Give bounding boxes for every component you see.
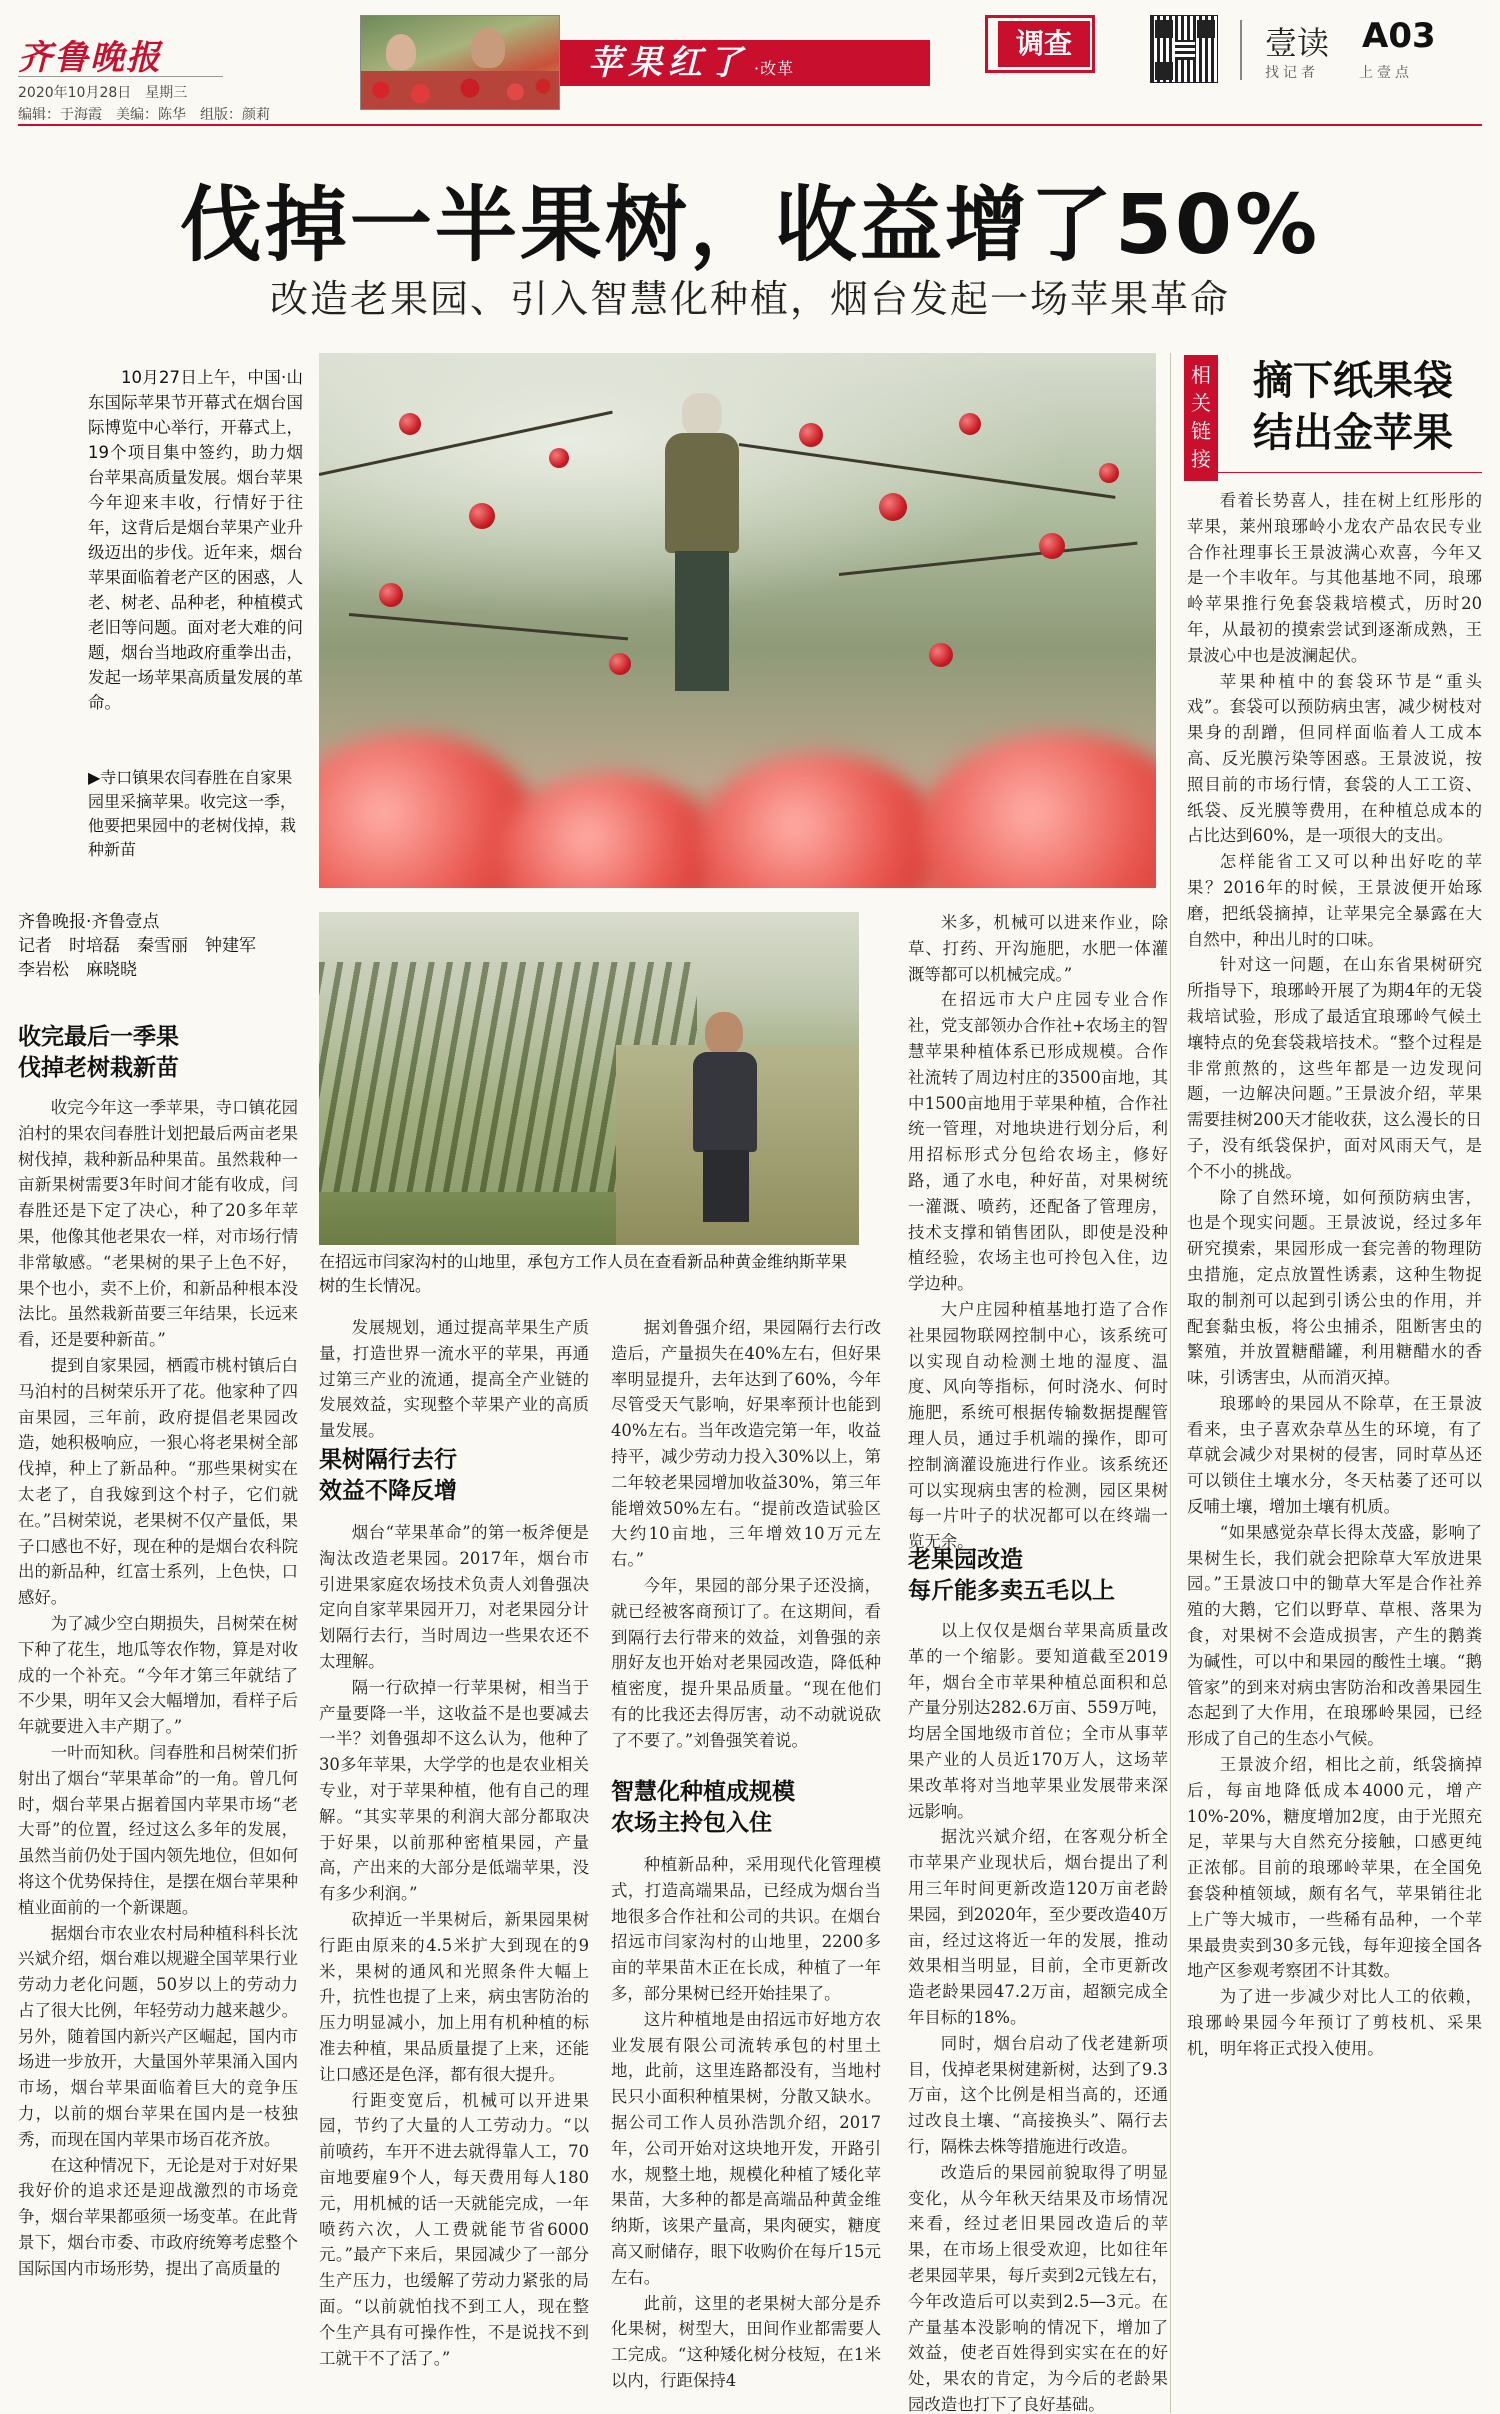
editors-line: 编辑：于海霞 美编：陈华 组版：颜莉 bbox=[18, 107, 270, 123]
article-paragraph: 据沈兴斌介绍，在客观分析全市苹果产业现状后，烟台提出了利用三年时间更新改造120万亩老龄果园，到2020年，至少要改造40万亩，经过这将近一年的发展，推动效果相当明显，目前，全市更新改造老龄果园47.2万亩，超额完成全年目标的18%。 bbox=[908, 1827, 1168, 2027]
article-paragraph: 同时，烟台启动了伐老建新项目，伐掉老果树建新树，达到了9.3万亩，这个比例是相当高的，还通过改良土壤、“高接换头”、隔行去行，隔株去株等措施进行改造。 bbox=[908, 2033, 1168, 2156]
sidebar-paragraph: 看着长势喜人，挂在树上红彤彤的苹果，莱州琅琊岭小龙农产品农民专业合作社理事长王景波满心欢喜，今年又是一个丰收年。与其他基地不同，琅琊岭苹果推行免套袋栽培模式，历时20年，从最初的摸索尝试到逐渐成熟，王景波心中也是波澜起伏。 bbox=[1187, 491, 1482, 665]
sidebar-rule bbox=[1184, 472, 1482, 473]
series-title: 苹果红了 bbox=[588, 43, 748, 83]
article-column bbox=[319, 1315, 589, 1444]
apple bbox=[469, 503, 495, 529]
subheadline: 改造老果园、引入智慧化种植，烟台发起一场苹果革命 bbox=[269, 277, 1230, 321]
sidebar-paragraph: 除了自然环境，如何预防病虫害，也是个现实问题。王景波说，经过多年研究摸索，果园形成一套完善的物理防虫措施，定点放置性诱素，这种生物捉取的制剂可以起到引诱公虫的作用，并配套黏虫板，将公虫捕杀，阻断害虫的繁殖，并放置糖醋罐，利用糖醋水的香味，引诱害虫，从而消灭掉。 bbox=[1187, 1187, 1482, 1388]
farmer-figure bbox=[386, 34, 416, 70]
sidebar-paragraph: 苹果种植中的套袋环节是“重头戏”。套袋可以预防病虫害，减少树枝对果身的刮蹭，但同样面临着人工成本高、反光膜污染等困惑。王景波说，按照目前的市场行情，套袋的人工工资、纸袋、反光膜等费用，在种植总成本的占比达到60%，是一项很大的支出。 bbox=[1187, 671, 1482, 846]
banner-photo bbox=[360, 15, 560, 110]
section-name: 壹读 bbox=[1265, 24, 1330, 62]
apple bbox=[609, 653, 631, 675]
header-divider bbox=[18, 76, 223, 77]
byline-reporters: 李岩松 麻晓晓 bbox=[18, 960, 137, 980]
farmer-torso bbox=[665, 433, 739, 553]
foreground-apple-blur bbox=[699, 753, 939, 888]
sidebar-title: 摘下纸果袋 结出金苹果 bbox=[1253, 358, 1453, 456]
apple bbox=[879, 493, 907, 521]
column-divider bbox=[1170, 353, 1171, 2413]
foreground-apple-blur bbox=[499, 773, 719, 888]
farmer-figure bbox=[471, 28, 505, 68]
main-photo-caption: ▶寺口镇果农闫春胜在自家果园里采摘苹果。收完这一季，他要把果园中的老树伐掉，栽种新苗 bbox=[88, 768, 297, 859]
article-column bbox=[908, 1618, 1168, 2414]
sidebar-paragraph: “如果感觉杂草长得太茂盛，影响了果树生长，我们就会把除草大军放进果园。”王景波口中的锄草大军是合作社养殖的大鹅，它们以野草、草根、落果为食，对果树不会造成损害，产生的鹅粪为碱性，可以中和果园的酸性土壤。“鹅管家”的到来对病虫害防治和改善果园生态起到了大作用，在琅琊岭果园，已经形成了自己的生态小气候。 bbox=[1187, 1522, 1482, 1749]
article-paragraph: 砍掉近一半果树后，新果园果树行距由原来的4.5米扩大到现在的9米，果树的通风和光照条件大幅上升，抗性也提了上来，病虫害防治的压力明显减小，加上用有机种植的标准去种植，果品质量提了上来，还能让口感还是色泽，都有很大提升。 bbox=[319, 1909, 589, 2084]
article-paragraph: 收完今年这一季苹果，寺口镇花园泊村的果农闫春胜计划把最后两亩老果树伐掉，栽种新品种果苗。虽然栽种一亩新果树需要3年时间才能有收成，闫春胜还是下定了决心，种了20多年苹果，他像其他老果农一样，对市场行情非常敏感。“老果树的果子上色不好，果个也小，卖不上价，和新品种根本没法比。虽然栽新苗要三年结果，长远来看，还是要种新苗。” bbox=[18, 1098, 298, 1350]
apple bbox=[1099, 463, 1119, 483]
article-paragraph: 今年，果园的部分果子还没摘，就已经被客商预订了。在这期间，看到隔行去行带来的效益，刘鲁强的亲朋好友也开始对老果园改造，降低种植密度，提升果品质量。“现在他们有的比我还去得厉害，动不动就说砍了不要了。”刘鲁强笑着说。 bbox=[611, 1575, 881, 1750]
byline bbox=[18, 910, 298, 982]
reporter-hotline-left: 找记者 bbox=[1265, 65, 1319, 81]
apple bbox=[399, 413, 421, 435]
apples-pile bbox=[361, 71, 559, 109]
series-subtitle: ·改革 bbox=[754, 59, 795, 78]
sidebar-paragraph: 针对这一问题，在山东省果树研究所指导下，琅琊岭开展了为期4年的无袋栽培试验，形成了最适宜琅琊岭气候土壤特点的免套袋栽培技术。“整个过程是非常煎熬的，这些年都是一边发现问题，一边解决问题。”王景波介绍，苹果需要挂树200天才能收获，这么漫长的日子，没有纸袋保护，面对风雨天气，是个不小的挑战。 bbox=[1187, 955, 1482, 1181]
farmer-legs bbox=[675, 551, 729, 691]
section-heading: 智慧化种植成规模 农场主拎包入住 bbox=[611, 1779, 795, 1836]
section-heading: 老果园改造 每斤能多卖五毛以上 bbox=[908, 1547, 1115, 1604]
apple bbox=[1039, 533, 1065, 559]
sidebar-paragraph: 为了进一步减少对比人工的依赖，琅琊岭果园今年预订了剪枝机、采果机，明年将正式投入使用。 bbox=[1187, 1987, 1482, 2058]
series-banner bbox=[560, 40, 930, 86]
article-paragraph: 行距变宽后，机械可以开进果园，节约了大量的人工劳动力。“以前喷药，车开不进去就得靠人工，70亩地要雇9个人，每天费用每人180元，用机械的话一天就能完成，一年喷药六次，人工费就能节省6000元。”最产下来后，果园减少了一部分生产压力，也缓解了劳动力紧张的局面。“以前就怕找不到工人，现在整个生产具有可操作性，不是说找不到工就干不了活了。” bbox=[319, 2090, 589, 2368]
article-paragraph: 大户庄园种植基地打造了合作社果园物联网控制中心，该系统可以实现自动检测土地的湿度、温度、风向等指标，何时浇水、何时施肥，系统可根据传输数据提醒管理人员，通过手机端的操作，即可控制滴灌设施进行作业。该系统还可以实现病虫害的检测，园区果树每一片叶子的状况都可以在终端一览无余。 bbox=[908, 1299, 1168, 1552]
article-paragraph: 以上仅仅是烟台苹果高质量改革的一个缩影。要知道截至2019年，烟台全市苹果种植总面积和总产量分别达282.6万亩、559万吨，均居全国地级市首位；全市从事苹果产业的人员近170万人，这场苹果改革将对当地苹果业发展带来深远影响。 bbox=[908, 1621, 1168, 1821]
sidebar-paragraph: 琅琊岭的果园从不除草，在王景波看来，虫子喜欢杂草丛生的环境，有了草就会减少对果树的侵害，同时草丛还可以锁住土壤水分，冬天枯萎了还可以反哺土壤，增加土壤有机质。 bbox=[1187, 1393, 1482, 1517]
section-heading: 收完最后一季果 伐掉老树栽新苗 bbox=[18, 1024, 179, 1081]
worker-head bbox=[705, 1012, 743, 1056]
masthead-rule bbox=[18, 124, 1482, 126]
lede-paragraph: 10月27日上午，中国·山东国际苹果节开幕式在烟台国际博览中心举行，开幕式上，19个项目集中签约，助力烟台苹果高质量发展。烟台苹果今年迎来丰收，行情好于往年，这背后是烟台苹果产业升级迈出的步伐。近年来，烟台苹果面临着老产区的困惑，人老、树老、品种老，种植模式老旧等问题。面对老大难的问题，烟台当地政府重拳出击，发起一场苹果高质量发展的革命。 bbox=[88, 368, 303, 712]
article-paragraph: 提到自家果园，栖霞市桃村镇后白马泊村的吕树荣乐开了花。他家种了四亩果园，三年前，政府提倡老果园改造，她积极响应，一狠心将老果树全部伐掉，种上了新品种。“那些果树实在太老了，自我嫁到这个村子，它们就在。”吕树荣说，老果树不仅产量低，果子口感也不好，现在种的是烟台农科院出的新品种，红富士系列，上色快，口感好。 bbox=[18, 1355, 298, 1608]
byline-outlet: 齐鲁晚报·齐鲁壹点 bbox=[18, 912, 160, 932]
qr-code-icon[interactable] bbox=[1150, 15, 1218, 83]
second-photo-orchard-worker bbox=[319, 912, 859, 1245]
page-number: A03 bbox=[1362, 16, 1436, 56]
sidebar-paragraph: 王景波介绍，相比之前，纸袋摘掉后，每亩地降低成本4000元，增产10%-20%，糖度增加2度，由于光照充足，苹果与大自然充分接触，口感更纯正浓郁。目前的琅琊岭苹果，在全国免套袋种植领域，颇有名气，苹果销往北上广等大城市，一些稀有品种，一个苹果最贵卖到30多元钱，每年迎接全国各地产区参观考察团不计其数。 bbox=[1187, 1755, 1482, 1981]
worker-legs bbox=[703, 1150, 749, 1222]
section-heading: 果树隔行去行 效益不降反增 bbox=[319, 1447, 457, 1504]
article-column bbox=[908, 910, 1168, 1555]
article-paragraph: 发展规划，通过提高苹果生产质量，打造世界一流水平的苹果，再通过第三产业的流通，提高全产业链的发展效益，实现整个苹果产业的高质量发展。 bbox=[319, 1318, 589, 1441]
apple bbox=[379, 583, 403, 607]
newspaper-logo: 齐鲁晚报 bbox=[18, 38, 162, 78]
apple bbox=[549, 448, 569, 468]
byline-reporters: 记者 时培磊 秦雪丽 钟建军 bbox=[18, 936, 256, 956]
header-vertical-divider bbox=[1240, 20, 1242, 80]
article-column bbox=[611, 1852, 881, 2394]
article-paragraph: 米多，机械可以进来作业，除草、打药、开沟施肥，水肥一体灌溉等都可以机械完成。” bbox=[908, 913, 1168, 984]
worker-torso bbox=[693, 1052, 757, 1152]
article-column bbox=[611, 1315, 881, 1754]
section-tag: 调查 bbox=[998, 21, 1090, 67]
apple bbox=[959, 413, 981, 435]
worker-figure bbox=[689, 1012, 759, 1222]
reporter-hotline-right: 上壹点 bbox=[1359, 65, 1413, 81]
article-paragraph: 一叶而知秋。闫春胜和吕树荣们折射出了烟台“苹果革命”的一角。曾几何时，烟台苹果占据着国内苹果市场“老大哥”的位置，经过这么多年的发展，虽然当前仍处于国内领先地位，但如何将这个优势保持住，是摆在烟台苹果种植业面前的一个新课题。 bbox=[18, 1742, 298, 1917]
sidebar-paragraph: 怎样能省工又可以种出好吃的苹果？2016年的时候，王景波便开始琢磨，把纸袋摘掉，让苹果完全暴露在大自然中，种出儿时的口味。 bbox=[1187, 852, 1482, 949]
article-paragraph: 种植新品种，采用现代化管理模式，打造高端果品，已经成为烟台当地很多合作社和公司的共识。在烟台招远市闫家沟村的山地里，2200多亩的苹果苗木正在长成，种植了一年多，部分果树已经开始挂果了。 bbox=[611, 1855, 881, 2003]
article-paragraph: 据烟台市农业农村局种植科科长沈兴斌介绍，烟台难以规避全国苹果行业劳动力老化问题，50岁以上的劳动力占了很大比例，年轻劳动力越来越少。另外，随着国内新兴产区崛起，国内市场进一步放开，大量国外苹果涌入国内市场，烟台苹果面临着巨大的竞争压力，以前的烟台苹果在国内是一枝独秀，而现在国内苹果市场百花齐放。 bbox=[18, 1923, 298, 2149]
foreground-apple-blur bbox=[919, 733, 1156, 888]
reporter-hotline bbox=[1265, 62, 1453, 82]
sidebar-body bbox=[1187, 488, 1482, 2062]
article-paragraph: 改造后的果园前貌取得了明显变化，从今年秋天结果及市场情况来看，经过老旧果园改造后的苹果，在市场上很受欢迎，比如往年老果园苹果，每斤卖到2元钱左右，今年改造后可以卖到2.5—3元。在产量基本没影响的情况下，增加了效益，使老百姓得到实实在在的好处，果农的肯定，为今后的老龄果园改造也打下了良好基础。 bbox=[908, 2162, 1168, 2414]
headline: 伐掉一半果树，收益增了50% bbox=[179, 178, 1321, 273]
article-column bbox=[319, 1520, 589, 2371]
apple bbox=[799, 423, 823, 447]
article-column bbox=[18, 1095, 298, 2282]
article-paragraph: 据刘鲁强介绍，果园隔行去行改造后，产量损失在40%左右，但好果率明显提升，去年达到了60%，今年尽管受天气影响，好果率预计也能到40%左右。当年改造完第一年，收益持平，减少劳动力投入30%以上，第二年较老果园增加收益30%，第三年能增效50%左右。“提前改造试验区大约10亩地，三年增效10万元左右。” bbox=[611, 1318, 881, 1570]
article-paragraph: 在这种情况下，无论是对于对好果我好价的追求还是迎战激烈的市场竞争，烟台苹果都亟须一场变革。在此背景下，烟台市委、市政府统筹考虑整个国际国内市场形势，提出了高质量的 bbox=[18, 2155, 298, 2278]
article-paragraph: 为了减少空白期损失，吕树荣在树下种了花生，地瓜等农作物，算是对收成的一个补充。“今年才第三年就结了不少果，明年又会大幅增加，看样子后年就要进入丰产期了。” bbox=[18, 1613, 298, 1737]
article-paragraph: 烟台“苹果革命”的第一板斧便是淘汰改造老果园。2017年，烟台市引进果家庭农场技术负责人刘鲁强决定向自家苹果园开刀，对老果园分计划隔行去行，当时周边一些果农还不太理解。 bbox=[319, 1523, 589, 1671]
article-paragraph: 隔一行砍掉一行苹果树，相当于产量要降一半，这收益不是也要减去一半？刘鲁强却不这么认为，他种了30多年苹果，大学学的也是农业相关专业，对于苹果种植，他有自己的理解。“其实苹果的利润大部分都取决于好果，以前那种密植果园，产量高，产出来的大部分是低端苹果，没有多少利润。” bbox=[319, 1677, 589, 1904]
farmer-on-ladder bbox=[657, 393, 747, 693]
article-paragraph: 在招远市大户庄园专业合作社，党支部领办合作社+农场主的智慧苹果种植体系已形成规模。合作社流转了周边村庄的3500亩地，其中1500亩地用于苹果种植，合作社统一管理，对地块进行划分后，利用招标形式分包给农场主，修好路，通了水电，种好苗，对果树统一灌溉、喷药，还配备了管理房，技术支撑和销售团队，即使是没种植经验，农场主也可拎包入住，边学边种。 bbox=[908, 990, 1168, 1294]
apple bbox=[929, 643, 953, 667]
date-line: 2020年10月28日 星期三 bbox=[18, 85, 188, 101]
article-paragraph: 此前，这里的老果树大部分是乔化果树，树型大，田间作业都需要人工完成。“这种矮化树分枝短，在1米以内，行距保持4 bbox=[611, 2293, 881, 2390]
article-paragraph: 这片种植地是由招远市好地方农业发展有限公司流转承包的村里土地，此前，这里连路都没有，当地村民只小面积种植果树，分散又缺水。据公司工作人员孙浩凯介绍，2017年，公司开始对这块地开发，开路引水，规整土地，规模化种植了矮化苹果苗，大多种的都是高端品种黄金维纳斯，该果产量高，果肉硬实，糖度高又耐储存，眼下收购价在每斤15元左右。 bbox=[611, 2009, 881, 2287]
related-link-tag: 相关链接 bbox=[1184, 355, 1218, 481]
farmer-head bbox=[682, 393, 722, 437]
main-photo-apple-picking bbox=[319, 353, 1156, 888]
second-photo-caption: 在招远市闫家沟村的山地里，承包方工作人员在查看新品种黄金维纳斯苹果树的生长情况。 bbox=[319, 1252, 848, 1295]
